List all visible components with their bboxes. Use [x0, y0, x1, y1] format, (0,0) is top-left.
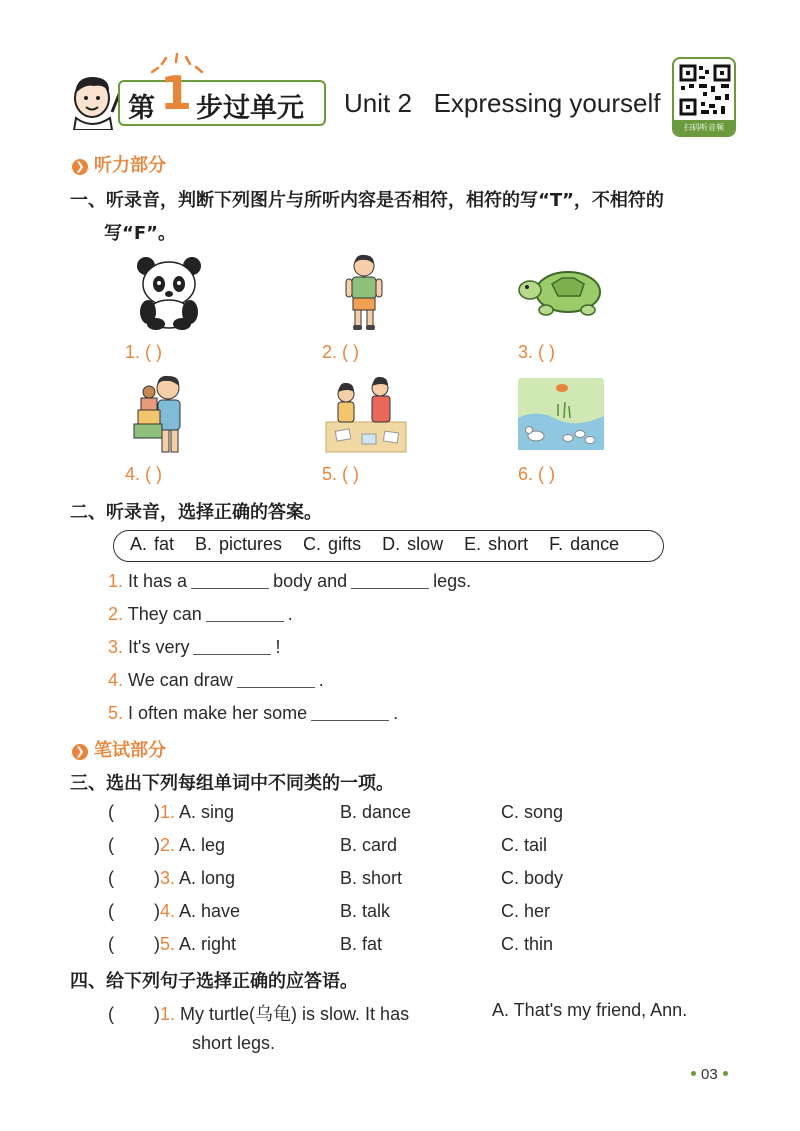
item-text: I often make her some [128, 703, 308, 723]
part4-row-1 [108, 1000, 409, 1026]
listening-section-title [72, 151, 166, 177]
item-number: 5. [160, 934, 176, 954]
pond-ducks-image [518, 378, 604, 450]
item-text: . [393, 703, 399, 723]
option-a: A. sing [179, 802, 235, 822]
item-number: 1. [160, 802, 176, 822]
writing-section-title [72, 736, 166, 762]
part1-heading-cont: 写“F”。 [104, 223, 176, 244]
part3-row-3 [108, 868, 235, 889]
item-text: It's very [128, 637, 190, 657]
section-arrow-icon: ❯ [72, 159, 88, 175]
section-arrow-icon: ❯ [72, 744, 88, 760]
part3-row-1-b: B. dance [340, 802, 412, 822]
part4-row-1-cont: short legs. [192, 1033, 276, 1053]
kids-drawing-image [324, 374, 408, 454]
chapter-prefix: 第 [128, 93, 155, 124]
part3-row-2 [108, 835, 225, 856]
item-number: 4. [160, 901, 176, 921]
answer-blank[interactable] [237, 687, 315, 688]
part3-row-4-b: B. talk [340, 901, 391, 921]
option-a: A. right [179, 934, 237, 954]
unit-title: Unit 2 Expressing yourself [344, 88, 661, 118]
answer-paren[interactable]: ( ) [108, 934, 160, 954]
answer-blank[interactable] [191, 588, 269, 589]
option-a: A. have [179, 901, 241, 921]
item-text: We can draw [128, 670, 233, 690]
answer-blank[interactable] [311, 720, 389, 721]
part3-row-1 [108, 802, 234, 823]
item-text: . [318, 670, 324, 690]
item-number: 2. [160, 835, 176, 855]
part2-item-3 [108, 637, 281, 658]
boy-standing-image [342, 254, 386, 332]
boy-gifts-image [132, 372, 188, 456]
answer-paren[interactable]: ( ) [108, 901, 160, 921]
part3-row-5-c: C. thin [501, 934, 554, 954]
panda-image [132, 254, 206, 330]
item-number: 4. [108, 670, 124, 690]
option-a: A. long [179, 868, 236, 888]
dot-icon [691, 1071, 696, 1076]
part3-heading: 三、选出下列每组单词中不同类的一项。 [70, 773, 394, 794]
item-number: 3. [108, 637, 124, 657]
listening-section-label: 听力部分 [94, 155, 166, 176]
picture-label-5: 5. ( ) [322, 464, 360, 484]
part2-item-2 [108, 604, 293, 625]
picture-label-4: 4. ( ) [125, 464, 163, 484]
part3-row-3-c: C. body [501, 868, 564, 888]
options-list: A. fat B. pictures C. gifts D. slow E. short F. dance [130, 534, 620, 554]
answer-blank[interactable] [193, 654, 271, 655]
item-number: 2. [108, 604, 124, 624]
picture-label-6: 6. ( ) [518, 464, 556, 484]
picture-label-1: 1. ( ) [125, 342, 163, 362]
turtle-image [518, 262, 608, 320]
item-text: body and [273, 571, 348, 591]
answer-paren[interactable]: ( ) [108, 835, 160, 855]
part3-row-1-c: C. song [501, 802, 564, 822]
part2-item-4 [108, 670, 324, 691]
qr-label: 扫码听音频 [674, 120, 734, 135]
dot-icon [723, 1071, 728, 1076]
part2-item-5 [108, 703, 398, 724]
option-a: A. leg [179, 835, 226, 855]
part3-row-3-b: B. short [340, 868, 403, 888]
chapter-title: 步过单元 [196, 93, 304, 124]
item-number: 5. [108, 703, 124, 723]
answer-blank[interactable] [351, 588, 429, 589]
writing-section-label: 笔试部分 [94, 740, 166, 761]
item-text: . [287, 604, 293, 624]
page-number-text: 03 [701, 1066, 718, 1083]
item-text: They can [127, 604, 202, 624]
picture-label-2: 2. ( ) [322, 342, 360, 362]
question-text: My turtle(乌龟) is slow. It has [180, 1004, 410, 1024]
boy-mascot-icon [64, 68, 124, 130]
item-number: 1. [108, 571, 124, 591]
qr-code-icon [675, 60, 735, 120]
part2-item-1 [108, 571, 471, 592]
part3-row-2-b: B. card [340, 835, 398, 855]
part3-row-5 [108, 934, 236, 955]
answer-paren[interactable]: ( ) [108, 868, 160, 888]
item-text: It has a [128, 571, 188, 591]
part2-heading: 二、听录音，选择正确的答案。 [70, 502, 322, 523]
chapter-number: 1 [160, 66, 193, 120]
answer-blank[interactable] [206, 621, 284, 622]
picture-label-3: 3. ( ) [518, 342, 556, 362]
part4-heading: 四、给下列句子选择正确的应答语。 [70, 971, 358, 992]
page-number [686, 1066, 733, 1083]
item-number: 3. [160, 868, 176, 888]
part1-heading: 一、听录音，判断下列图片与所听内容是否相符，相符的写“T”，不相符的 [70, 190, 664, 211]
part3-row-4 [108, 901, 240, 922]
item-number: 1. [160, 1004, 176, 1024]
answer-paren[interactable]: ( ) [108, 802, 160, 822]
item-text: legs. [433, 571, 472, 591]
item-text: ! [275, 637, 281, 657]
part3-row-5-b: B. fat [340, 934, 383, 954]
part3-row-2-c: C. tail [501, 835, 548, 855]
part4-answer-a: A. That's my friend, Ann. [492, 1000, 688, 1020]
part3-row-4-c: C. her [501, 901, 551, 921]
answer-paren[interactable]: ( ) [108, 1004, 160, 1024]
